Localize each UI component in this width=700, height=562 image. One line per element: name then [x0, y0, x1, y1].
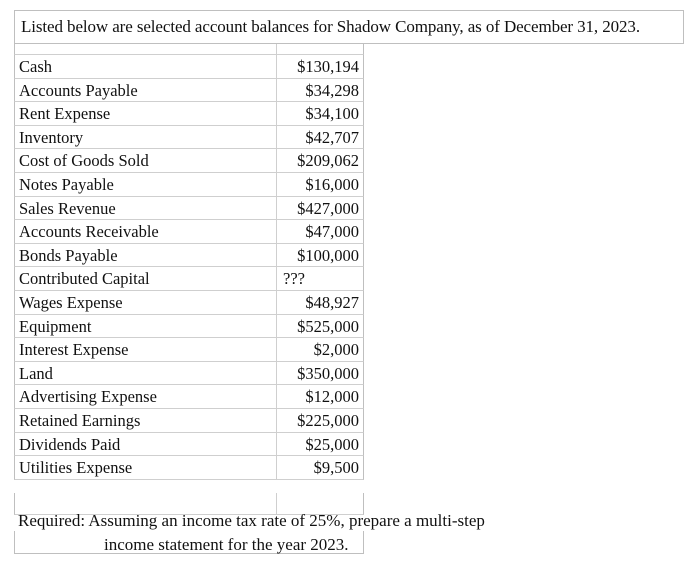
account-value: $34,100 [276, 102, 364, 126]
account-value: $16,000 [276, 173, 364, 197]
account-name: Notes Payable [14, 173, 276, 197]
table-row [14, 220, 364, 244]
table-row [14, 79, 364, 103]
account-name: Bonds Payable [14, 244, 276, 268]
table-row [14, 102, 364, 126]
required-text-line2: income statement for the year 2023. [104, 535, 349, 554]
account-value: $47,000 [276, 220, 364, 244]
account-name: Interest Expense [14, 338, 276, 362]
account-value: $209,062 [276, 149, 364, 173]
account-value: $25,000 [276, 433, 364, 457]
table-row [14, 362, 364, 386]
account-name: Inventory [14, 126, 276, 150]
table-row [14, 456, 364, 480]
account-name: Contributed Capital [14, 267, 276, 291]
account-name: Land [14, 362, 276, 386]
table-row [14, 149, 364, 173]
account-value: $42,707 [276, 126, 364, 150]
table-row [14, 291, 364, 315]
table-row [14, 197, 364, 221]
account-name: Accounts Payable [14, 79, 276, 103]
account-name: Equipment [14, 315, 276, 339]
table-row [14, 338, 364, 362]
account-value: $2,000 [276, 338, 364, 362]
worksheet [14, 10, 686, 554]
table-row [14, 173, 364, 197]
account-value: $48,927 [276, 291, 364, 315]
table-spacer-row [14, 44, 364, 55]
account-value: $9,500 [276, 456, 364, 480]
account-name: Wages Expense [14, 291, 276, 315]
required-text-line1: Required: Assuming an income tax rate of 25%, prepare a multi-step [18, 511, 485, 530]
table-row [14, 267, 364, 291]
account-value: ??? [276, 267, 364, 291]
table-row [14, 126, 364, 150]
account-name: Accounts Receivable [14, 220, 276, 244]
header-text: Listed below are selected account balances for Shadow Company, as of December 31, 2023. [21, 17, 640, 36]
account-name: Rent Expense [14, 102, 276, 126]
account-name: Advertising Expense [14, 385, 276, 409]
account-name: Cash [14, 55, 276, 79]
table-row [14, 55, 364, 79]
account-name: Retained Earnings [14, 409, 276, 433]
account-table [14, 44, 364, 480]
account-value: $350,000 [276, 362, 364, 386]
table-row [14, 433, 364, 457]
account-value: $525,000 [276, 315, 364, 339]
table-row [14, 409, 364, 433]
header-cell [14, 10, 684, 44]
account-name: Dividends Paid [14, 433, 276, 457]
account-value: $12,000 [276, 385, 364, 409]
account-value: $100,000 [276, 244, 364, 268]
table-row [14, 385, 364, 409]
account-value: $130,194 [276, 55, 364, 79]
account-name: Utilities Expense [14, 456, 276, 480]
account-value: $225,000 [276, 409, 364, 433]
account-value: $427,000 [276, 197, 364, 221]
account-value: $34,298 [276, 79, 364, 103]
table-row [14, 244, 364, 268]
account-name: Sales Revenue [14, 197, 276, 221]
table-row [14, 315, 364, 339]
account-name: Cost of Goods Sold [14, 149, 276, 173]
